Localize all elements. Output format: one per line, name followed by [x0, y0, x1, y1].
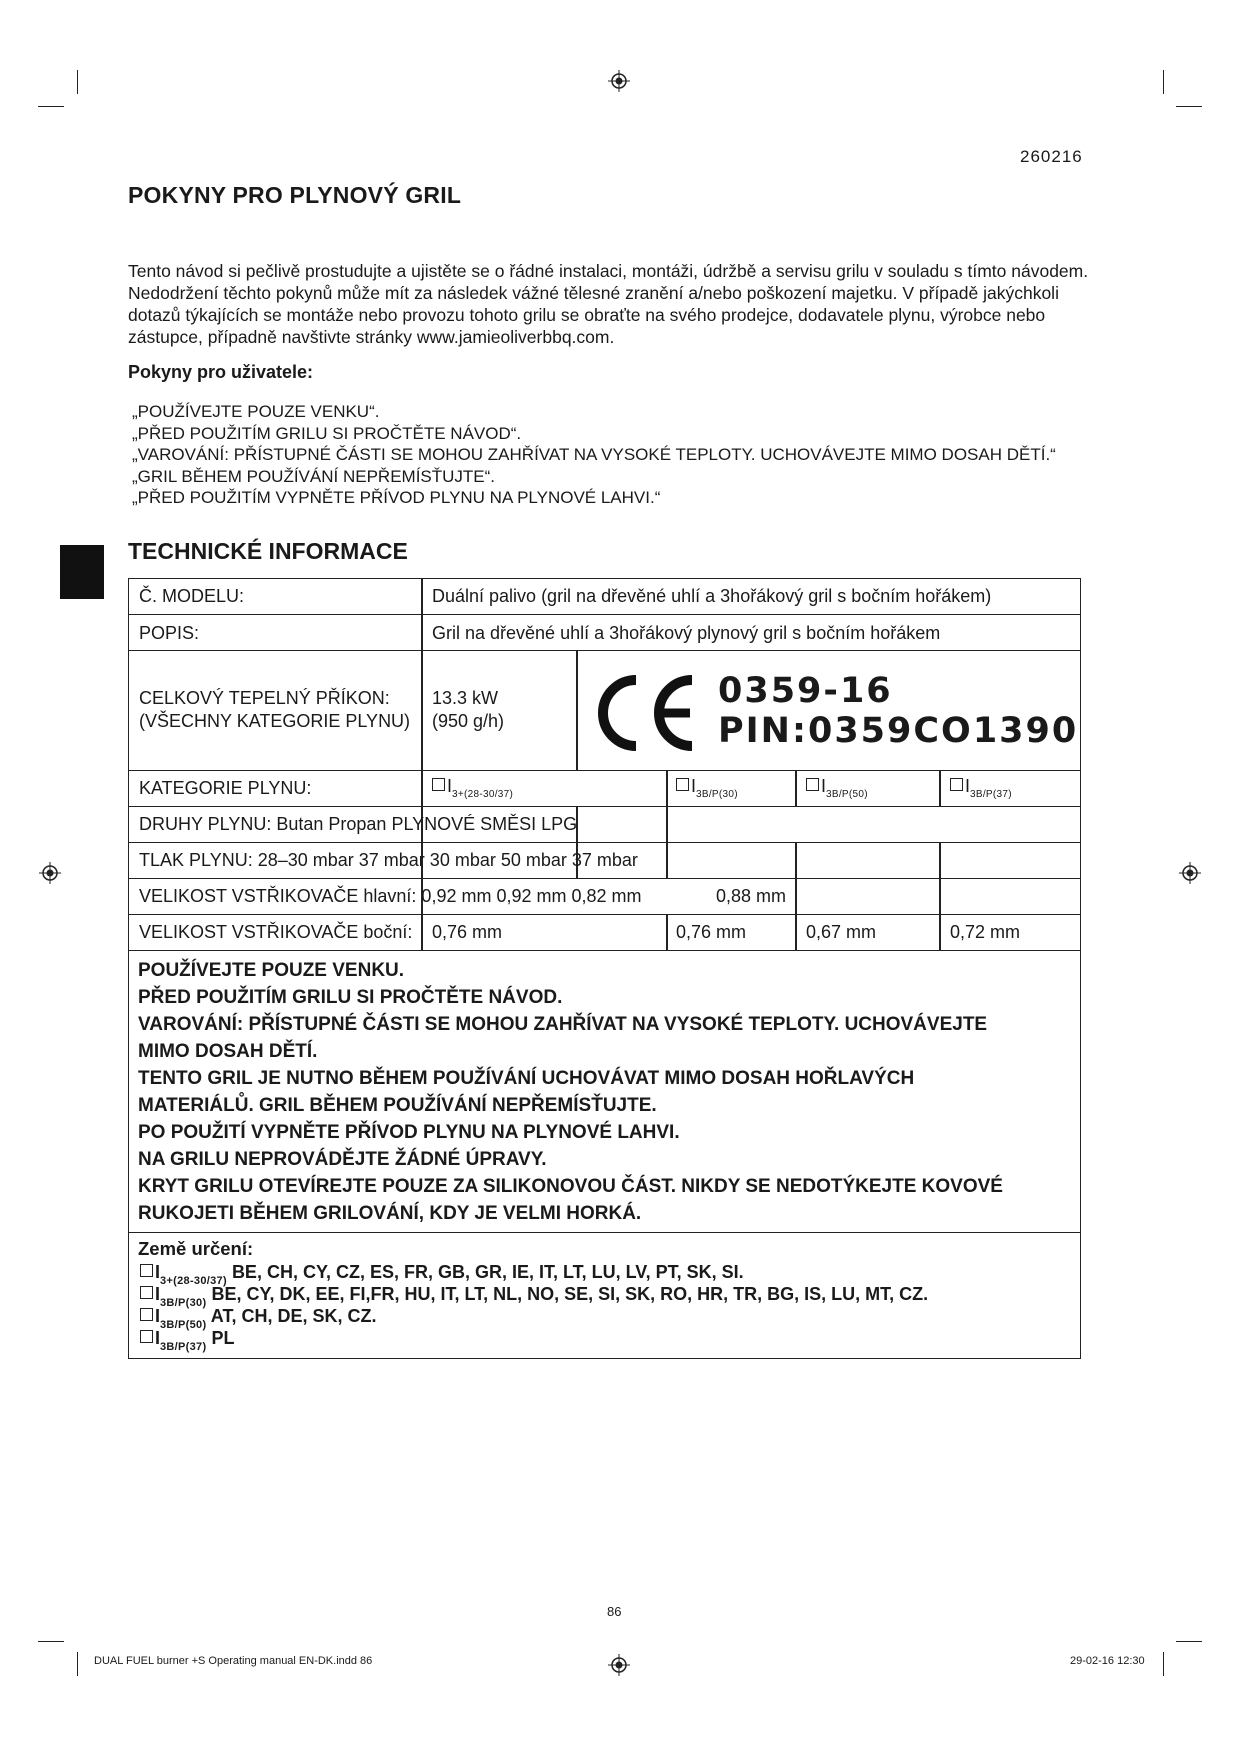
intro-line: dotazů týkajících se montáže nebo provozu tohoto grilu se obraťte na svého prodejce, dodavatele plynu, výrobce nebo	[128, 305, 1046, 325]
notice-line: „VAROVÁNÍ: PŘÍSTUPNÉ ČÁSTI SE MOHOU ZAHŘÍVAT NA VYSOKÉ TEPLOTY. UCHOVÁVEJTE MIMO DOSAH DĚTÍ.“	[132, 445, 1056, 464]
registration-mark-icon	[39, 862, 61, 884]
crop-mark-bottom-left	[38, 1641, 64, 1642]
registration-mark-icon	[608, 1654, 630, 1676]
category-label: KATEGORIE PLYNU:	[139, 778, 312, 798]
destination-heading: Země určení:	[138, 1238, 254, 1259]
ce-number: 0359-16	[718, 671, 893, 711]
crop-mark-bottom-left-v	[77, 1652, 78, 1676]
checkbox-icon	[432, 778, 445, 791]
category-2: $I_{3B/P(30)}$	[676, 776, 738, 800]
desc-value: Gril na dřevěné uhlí a 3hořákový plynový gril s bočním hořákem	[432, 623, 941, 643]
side-injector-value: 0,76 mm	[676, 922, 747, 942]
main-injector-extra: 0,88 mm	[716, 886, 787, 906]
warnings-text	[138, 957, 1078, 1227]
intro-line: Nedodržení těchto pokynů může mít za následek vážné tělesné zranění a/nebo poškození majetku. V případě jakýchkoli	[128, 283, 1059, 303]
footer-date: 29-02-16 12:30	[1070, 1655, 1145, 1667]
notice-line: „PŘED POUŽITÍM GRILU SI PROČTĚTE NÁVOD“.	[132, 423, 522, 443]
pressure-empty-cell-2	[795, 842, 941, 879]
main-injector-size: VELIKOST VSTŘIKOVAČE hlavní: 0,92 mm 0,92 mm 0,82 mm	[139, 886, 642, 906]
crop-mark-bottom-right	[1176, 1641, 1202, 1642]
heat-value-line1: 13.3 kW	[432, 688, 499, 708]
model-label: Č. MODELU:	[139, 586, 245, 606]
registration-mark-icon	[1179, 862, 1201, 884]
checkbox-icon	[140, 1308, 153, 1321]
checkbox-icon	[140, 1264, 153, 1277]
crop-mark-top-right-v	[1163, 70, 1164, 94]
intro-line: Tento návod si pečlivě prostudujte a ujistěte se o řádné instalaci, montáži, údržbě a servisu grilu v souladu s tímto návodem.	[128, 261, 1089, 281]
technical-info-heading: TECHNICKÉ INFORMACE	[128, 538, 408, 564]
main-injector-empty-cell-2	[939, 878, 1081, 915]
page-number: 86	[607, 1604, 622, 1619]
registration-mark-icon	[608, 70, 630, 92]
main-injector-empty-cell-1	[795, 878, 941, 915]
side-injector-value: 0,72 mm	[950, 922, 1021, 942]
pressure-empty-cell-3	[939, 842, 1081, 879]
gas-types-empty-cell	[666, 806, 1081, 843]
warning-line: KRYT GRILU OTEVÍREJTE POUZE ZA SILIKONOVOU ČÁST. NIKDY SE NEDOTÝKEJTE KOVOVÉ	[138, 1176, 1003, 1197]
footer-filename: DUAL FUEL burner +S Operating manual EN-DK.indd 86	[94, 1655, 373, 1667]
user-notices	[132, 401, 1056, 509]
warning-line: POUŽÍVEJTE POUZE VENKU.	[138, 960, 405, 981]
gas-types: DRUHY PLYNU: Butan Propan PLYNOVÉ SMĚSI LPG	[139, 814, 578, 834]
document-number: 260216	[1020, 147, 1083, 166]
category-4: $I_{3B/P(37)}$	[950, 776, 1012, 800]
destination-row: $I_{3B/P(30)}$ BE, CY, DK, EE, FI,FR, HU, IT, LT, NL, NO, SE, SI, SK, RO, HR, TR, BG, IS, LU, MT, CZ.	[140, 1284, 928, 1309]
page-title: POKYNY PRO PLYNOVÝ GRIL	[128, 182, 462, 208]
warning-line: TENTO GRIL JE NUTNO BĚHEM POUŽÍVÁNÍ UCHOVÁVAT MIMO DOSAH HOŘLAVÝCH	[138, 1068, 915, 1089]
warning-line: NA GRILU NEPROVÁDĚJTE ŽÁDNÉ ÚPRAVY.	[138, 1149, 547, 1170]
warning-line: RUKOJETI BĚHEM GRILOVÁNÍ, KDY JE VELMI HORKÁ.	[138, 1203, 642, 1224]
warning-line: PŘED POUŽITÍM GRILU SI PROČTĚTE NÁVOD.	[138, 987, 563, 1008]
section-tab-marker	[60, 545, 104, 599]
notice-line: „GRIL BĚHEM POUŽÍVÁNÍ NEPŘEMÍSŤUJTE“.	[132, 466, 496, 486]
crop-mark-bottom-right-v	[1163, 1652, 1164, 1676]
category-1: $I_{3+(28-30/37)}$	[432, 776, 513, 800]
category-3: $I_{3B/P(50)}$	[806, 776, 868, 800]
heat-label-line1: CELKOVÝ TEPELNÝ PŘÍKON:	[139, 688, 390, 708]
destination-row: $I_{3+(28-30/37)}$ BE, CH, CY, CZ, ES, FR, GB, GR, IE, IT, LT, LU, LV, PT, SK, SI.	[140, 1262, 744, 1287]
intro-paragraph	[128, 260, 1098, 348]
desc-label: POPIS:	[139, 623, 200, 643]
checkbox-icon	[950, 778, 963, 791]
pressure-empty-cell-1	[666, 842, 797, 879]
checkbox-icon	[140, 1286, 153, 1299]
model-value: Duální palivo (gril na dřevěné uhlí a 3hořákový gril s bočním hořákem)	[432, 586, 992, 606]
checkbox-icon	[140, 1330, 153, 1343]
destination-row: $I_{3B/P(50)}$ AT, CH, DE, SK, CZ.	[140, 1306, 376, 1331]
side-injector-label: VELIKOST VSTŘIKOVAČE boční:	[139, 922, 413, 942]
side-injector-value: 0,67 mm	[806, 922, 877, 942]
warning-line: PO POUŽITÍ VYPNĚTE PŘÍVOD PLYNU NA PLYNOVÉ LAHVI.	[138, 1122, 680, 1143]
notice-line: „POUŽÍVEJTE POUZE VENKU“.	[132, 402, 380, 421]
side-injector-value: 0,76 mm	[432, 922, 503, 942]
warning-line: MATERIÁLŮ. GRIL BĚHEM POUŽÍVÁNÍ NEPŘEMÍSŤUJTE.	[138, 1095, 657, 1116]
gas-pressure: TLAK PLYNU: 28–30 mbar 37 mbar 30 mbar 50 mbar 37 mbar	[139, 850, 638, 870]
destination-row: $I_{3B/P(37)}$ PL	[140, 1328, 234, 1353]
crop-mark-top-right	[1176, 106, 1202, 107]
ce-pin: PIN:0359CO1390	[718, 711, 1079, 751]
intro-line: zástupce, případně navštivte stránky www.jamieoliverbbq.com.	[128, 327, 615, 347]
warning-line: MIMO DOSAH DĚTÍ.	[138, 1041, 318, 1062]
user-instructions-heading: Pokyny pro uživatele:	[128, 362, 314, 382]
crop-mark-top-left-v	[77, 70, 78, 94]
warning-line: VAROVÁNÍ: PŘÍSTUPNÉ ČÁSTI SE MOHOU ZAHŘÍVAT NA VYSOKÉ TEPLOTY. UCHOVÁVEJTE	[138, 1014, 988, 1035]
checkbox-icon	[676, 778, 689, 791]
ce-mark-icon	[592, 672, 698, 754]
crop-mark-top-left	[38, 106, 64, 107]
notice-line: „PŘED POUŽITÍM VYPNĚTE PŘÍVOD PLYNU NA PLYNOVÉ LAHVI.“	[132, 488, 661, 507]
checkbox-icon	[806, 778, 819, 791]
heat-label-line2: (VŠECHNY KATEGORIE PLYNU)	[139, 711, 411, 731]
heat-value-line2: (950 g/h)	[432, 711, 505, 731]
